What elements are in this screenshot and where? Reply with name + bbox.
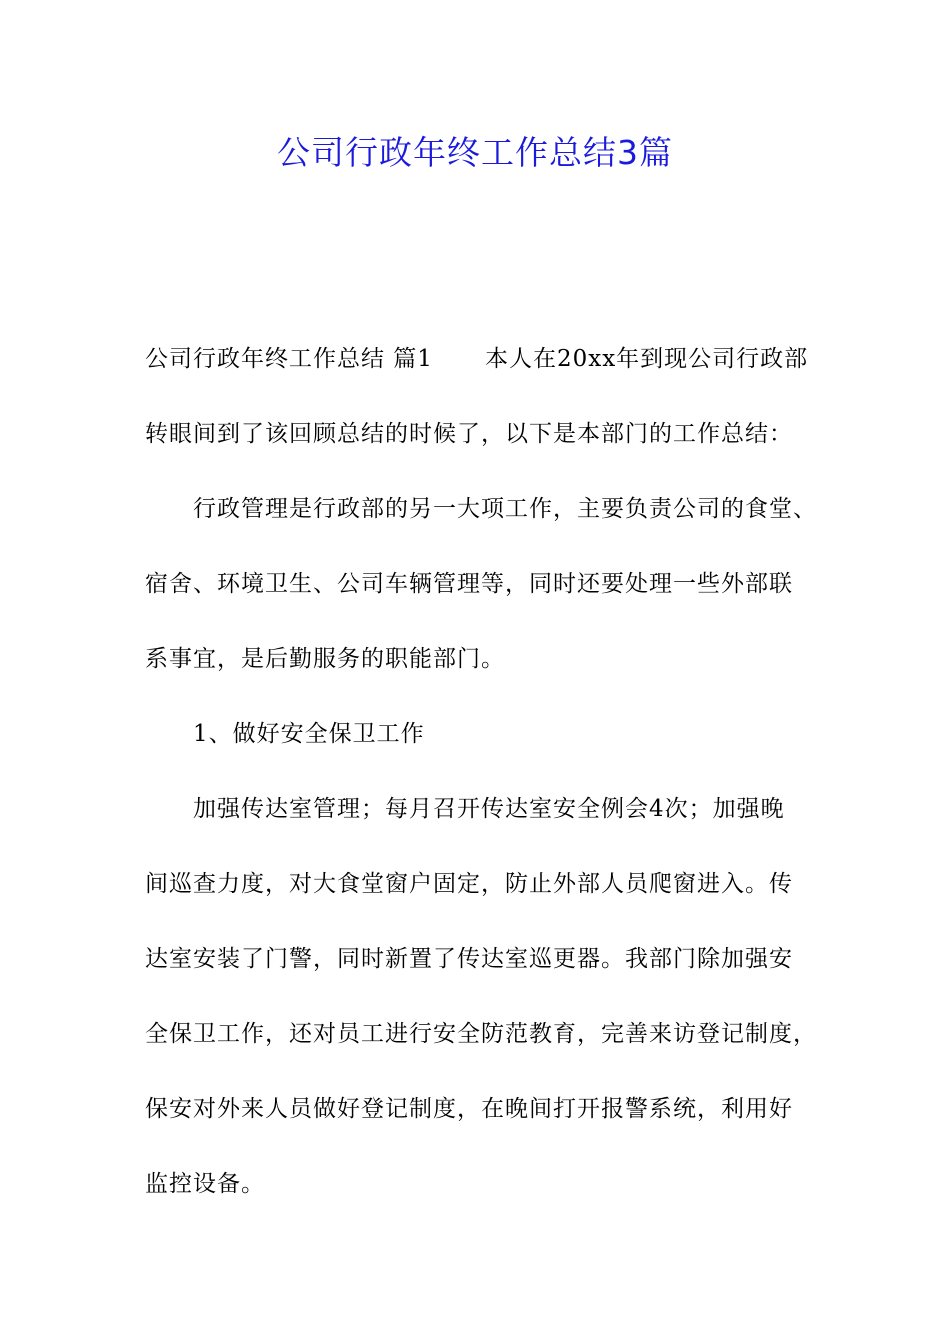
section-heading-line <box>145 342 825 376</box>
paragraph-line: 加强传达室管理；每月召开传达室安全例会4次；加强晚 <box>193 796 785 822</box>
paragraph-line: 行政管理是行政部的另一大项工作，主要负责公司的食堂、 <box>193 496 817 522</box>
paragraph-line: 全保卫工作，还对员工进行安全防范教育，完善来访登记制度， <box>145 1021 817 1047</box>
section-heading: 公司行政年终工作总结 篇1 <box>145 346 433 372</box>
paragraph-line: 达室安装了门警，同时新置了传达室巡更器。我部门除加强安 <box>145 946 793 972</box>
paragraph-line: 宿舍、环境卫生、公司车辆管理等，同时还要处理一些外部联 <box>145 571 793 597</box>
paragraph-line: 转眼间到了该回顾总结的时候了，以下是本部门的工作总结： <box>145 421 793 447</box>
paragraph-line: 间巡查力度，对大食堂窗户固定，防止外部人员爬窗进入。传 <box>145 871 793 897</box>
paragraph-line: 监控设备。 <box>145 1171 265 1197</box>
intro-text: 本人在20xx年到现公司行政部 <box>484 346 809 372</box>
document-title: 公司行政年终工作总结3篇 <box>277 133 673 172</box>
paragraph-line: 保安对外来人员做好登记制度，在晚间打开报警系统，利用好 <box>145 1096 793 1122</box>
subheading-line: 1、做好安全保卫工作 <box>193 721 425 747</box>
paragraph-line: 系事宜，是后勤服务的职能部门。 <box>145 646 505 672</box>
